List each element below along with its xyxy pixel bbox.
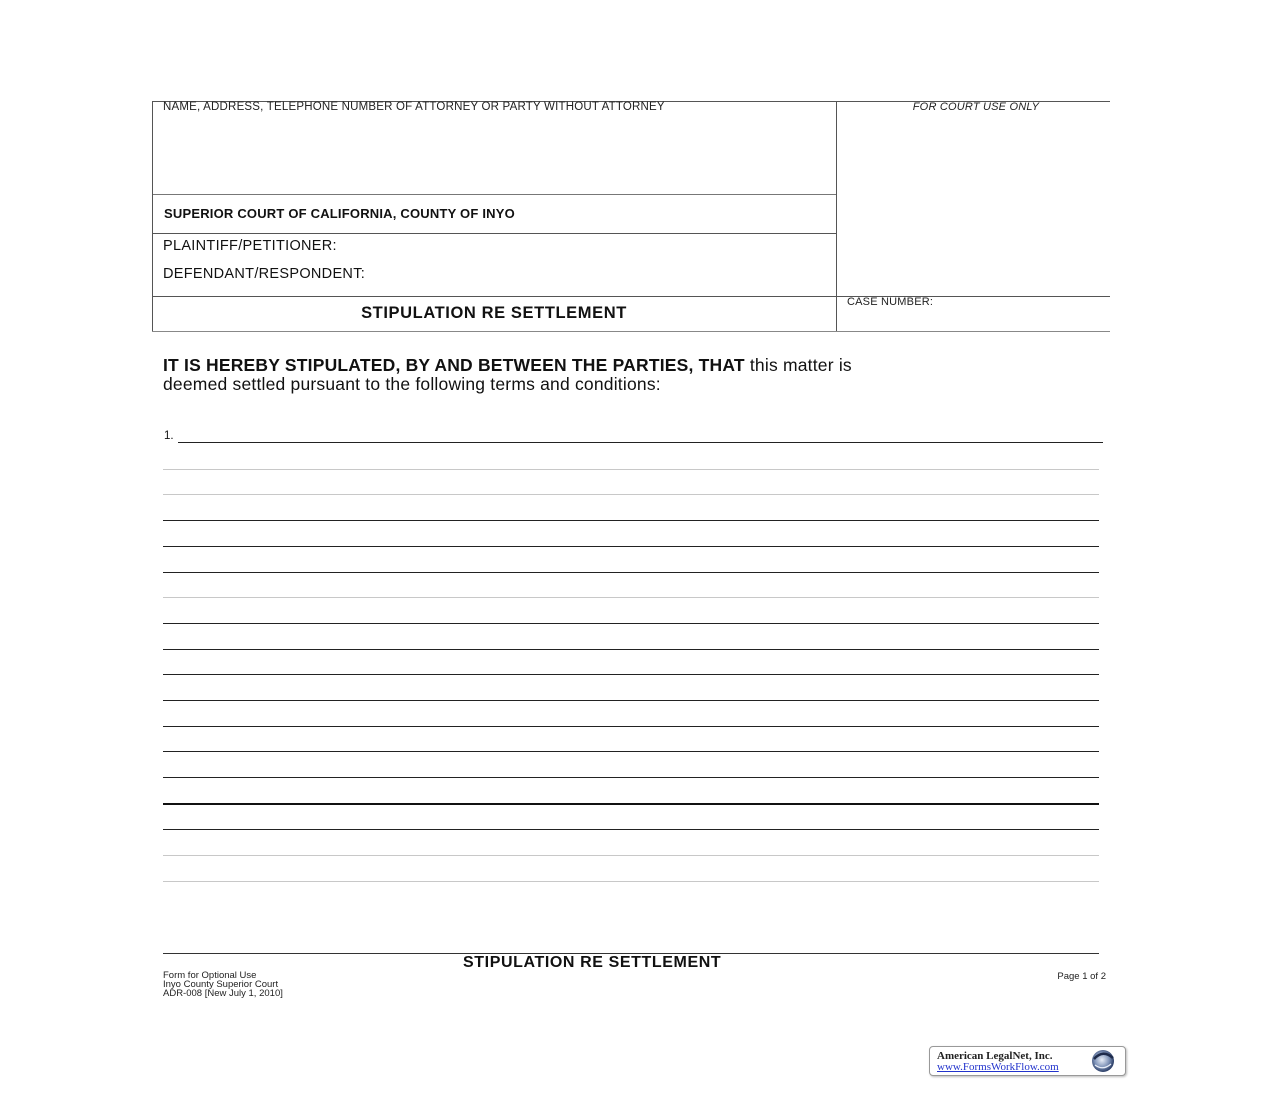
- court-use-caption: FOR COURT USE ONLY: [912, 101, 1040, 113]
- term-line-1[interactable]: [178, 442, 1103, 443]
- term-line-10[interactable]: [163, 674, 1099, 675]
- globe-icon: [1088, 1049, 1118, 1073]
- footer-court: Inyo County Superior Court: [163, 979, 279, 990]
- attorney-info-field[interactable]: [153, 116, 835, 193]
- logo-url-link[interactable]: www.FormsWorkFlow.com: [937, 1061, 1059, 1073]
- stipulation-rest-text: this matter is: [744, 355, 852, 375]
- term-line-7[interactable]: [163, 597, 1099, 598]
- term-line-17[interactable]: [163, 855, 1099, 856]
- stipulation-line2: deemed settled pursuant to the following terms and conditions:: [163, 374, 661, 394]
- footer-title: STIPULATION RE SETTLEMENT: [463, 954, 722, 971]
- footer-optional-use: Form for Optional Use: [163, 970, 257, 981]
- term-line-18[interactable]: [163, 881, 1099, 882]
- plaintiff-label: PLAINTIFF/PETITIONER:: [163, 238, 337, 254]
- table-bottom-border: [152, 331, 1110, 332]
- footer-form-number: ADR-008 [New July 1, 2010]: [163, 988, 283, 999]
- term-line-14[interactable]: [163, 777, 1099, 778]
- term-line-4[interactable]: [163, 520, 1099, 521]
- court-name: SUPERIOR COURT OF CALIFORNIA, COUNTY OF INYO: [164, 206, 515, 221]
- parties-box-bottom-border: [152, 296, 1110, 297]
- attorney-box-bottom-border: [152, 194, 836, 195]
- stipulation-statement: [163, 356, 852, 394]
- attorney-caption: NAME, ADDRESS, TELEPHONE NUMBER OF ATTORNEY OR PARTY WITHOUT ATTORNEY: [163, 101, 665, 113]
- footer-form-info: [163, 971, 283, 998]
- term-line-6[interactable]: [163, 572, 1099, 573]
- american-legalnet-logo[interactable]: [929, 1046, 1126, 1076]
- term-line-11[interactable]: [163, 700, 1099, 701]
- term-line-2[interactable]: [163, 469, 1099, 470]
- plaintiff-field[interactable]: [385, 238, 830, 256]
- court-box-bottom-border: [152, 233, 836, 234]
- term-line-9[interactable]: [163, 649, 1099, 650]
- page-number: Page 1 of 2: [1057, 971, 1106, 982]
- form-title: STIPULATION RE SETTLEMENT: [361, 304, 627, 322]
- stipulation-bold-text: IT IS HEREBY STIPULATED, BY AND BETWEEN THE PARTIES, THAT: [163, 355, 745, 375]
- logo-company-name: American LegalNet, Inc.: [937, 1050, 1053, 1062]
- term-line-13[interactable]: [163, 751, 1099, 752]
- case-number-field[interactable]: [840, 310, 1108, 330]
- item-number: 1.: [164, 430, 174, 442]
- term-line-3[interactable]: [163, 494, 1099, 495]
- defendant-label: DEFENDANT/RESPONDENT:: [163, 266, 366, 282]
- term-line-5[interactable]: [163, 546, 1099, 547]
- term-line-15[interactable]: [163, 803, 1099, 805]
- term-line-16[interactable]: [163, 829, 1099, 830]
- term-line-12[interactable]: [163, 726, 1099, 727]
- court-use-area: [837, 116, 1109, 295]
- case-number-label: CASE NUMBER:: [847, 296, 934, 308]
- term-line-8[interactable]: [163, 623, 1099, 624]
- defendant-field[interactable]: [425, 266, 830, 284]
